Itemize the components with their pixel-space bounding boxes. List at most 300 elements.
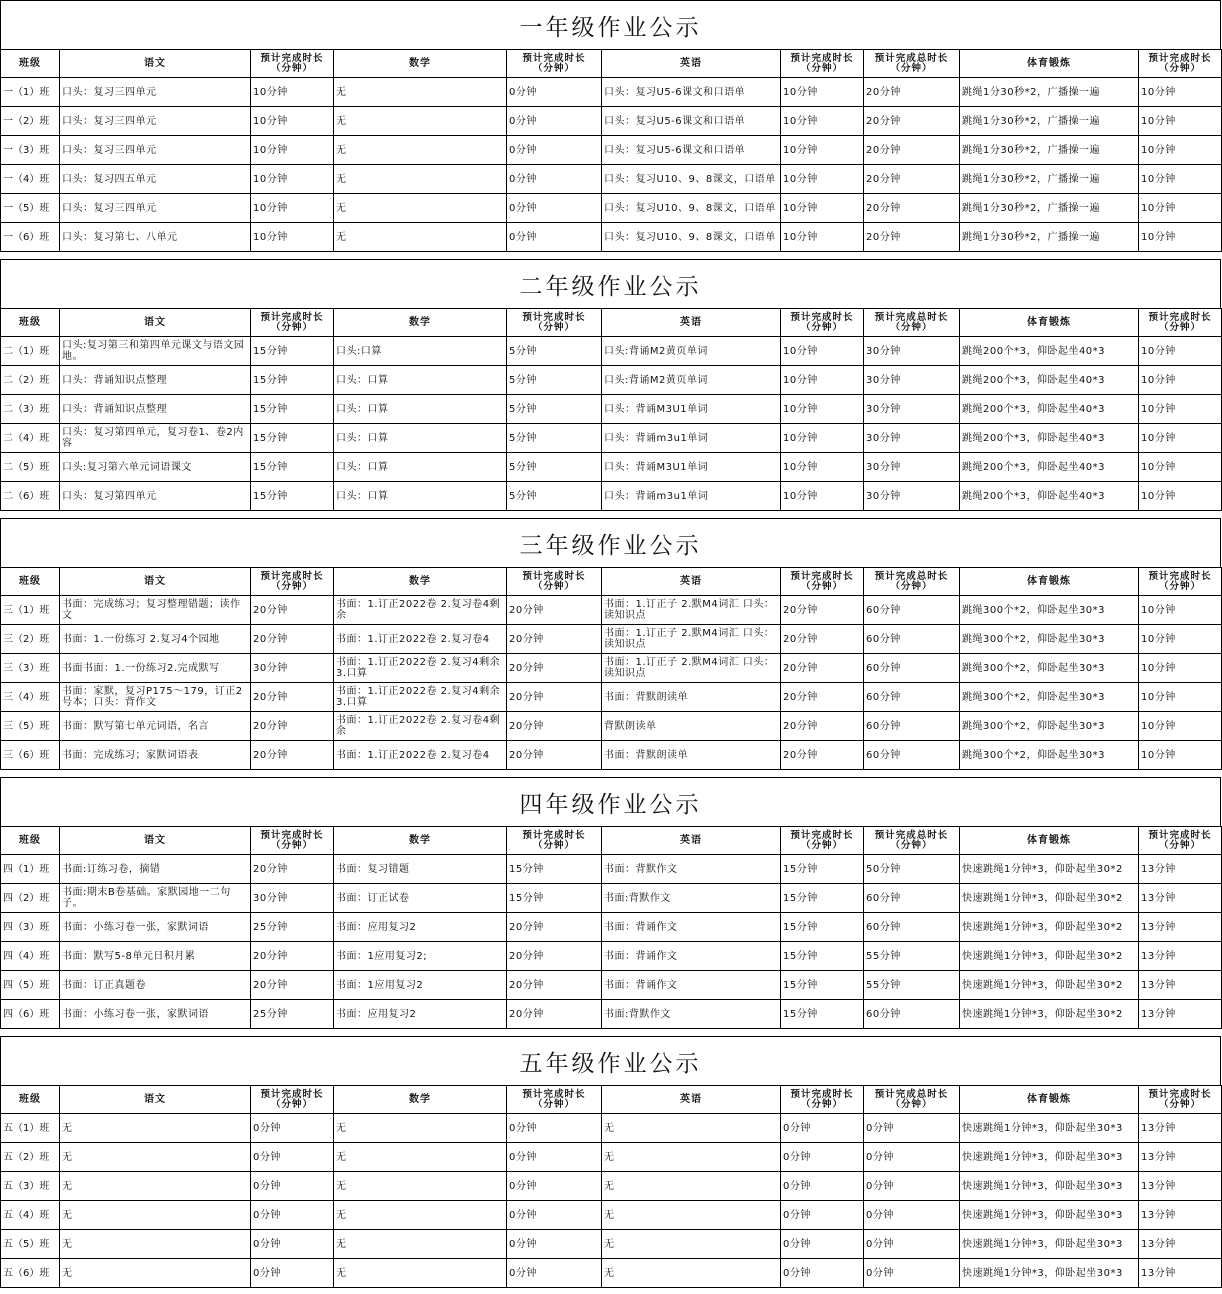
math-cell: 口头：口算 (334, 366, 507, 395)
pe-cell: 跳绳300个*2，仰卧起坐30*3 (960, 654, 1139, 683)
class-cell: 三（4）班 (1, 683, 60, 712)
math-cell: 书面：1.订正2022卷 2.复习卷4剩余 (334, 596, 507, 625)
table-row (1, 1000, 1222, 1029)
pe-time-cell: 13分钟 (1139, 1230, 1222, 1259)
pe-time-cell: 13分钟 (1139, 855, 1222, 884)
header-text: （分钟） (1158, 839, 1201, 851)
table-row (1, 1201, 1222, 1230)
chinese-time-cell: 0分钟 (251, 1143, 334, 1172)
chinese-cell: 无 (60, 1172, 251, 1201)
header-text: 预计完成时长 (260, 52, 324, 64)
class-cell: 三（5）班 (1, 712, 60, 741)
class-cell: 二（2）班 (1, 366, 60, 395)
class-cell: 一（6）班 (1, 223, 60, 252)
english-time-cell: 0分钟 (781, 1114, 864, 1143)
header-text: 英语 (680, 317, 702, 328)
table-row (1, 596, 1222, 625)
homework-table (0, 567, 1222, 770)
header-text: 语文 (144, 58, 166, 69)
table-row (1, 194, 1222, 223)
table-body (1, 78, 1222, 252)
pe-time-cell: 10分钟 (1139, 712, 1222, 741)
header-text: 语文 (144, 1094, 166, 1105)
pe-cell: 跳绳1分30秒*2，广播操一遍 (960, 165, 1139, 194)
chinese-time-cell: 20分钟 (251, 596, 334, 625)
chinese-cell: 口头：复习三四单元 (60, 78, 251, 107)
table-row (1, 165, 1222, 194)
class-cell: 五（5）班 (1, 1230, 60, 1259)
chinese-cell: 口头：复习四五单元 (60, 165, 251, 194)
header-chinese (60, 827, 251, 855)
english-cell: 书面：背诵作文 (602, 942, 781, 971)
table-body (1, 596, 1222, 770)
header-chinese-time (251, 568, 334, 596)
chinese-time-cell: 15分钟 (251, 482, 334, 511)
chinese-cell: 书面:订练习卷，摘错 (60, 855, 251, 884)
english-time-cell: 10分钟 (781, 482, 864, 511)
math-cell: 无 (334, 107, 507, 136)
english-time-cell: 15分钟 (781, 971, 864, 1000)
english-cell: 书面：背默作文 (602, 855, 781, 884)
english-time-cell: 10分钟 (781, 424, 864, 453)
header-pe-time (1139, 1086, 1222, 1114)
total-time-cell: 55分钟 (864, 971, 960, 1000)
english-cell: 背默朗读单 (602, 712, 781, 741)
header-text: 预计完成时长 (1148, 311, 1212, 323)
chinese-cell: 书面：1.一份练习 2.复习4个园地 (60, 625, 251, 654)
math-cell: 口头：口算 (334, 424, 507, 453)
math-time-cell: 0分钟 (507, 165, 602, 194)
chinese-cell: 书面:期末B卷基础。家默园地一二句子。 (60, 884, 251, 913)
table-row (1, 741, 1222, 770)
chinese-time-cell: 15分钟 (251, 366, 334, 395)
header-text: 预计完成时长 (260, 1088, 324, 1100)
homework-table (0, 826, 1222, 1029)
header-text: 预计完成时长 (522, 52, 586, 64)
math-time-cell: 5分钟 (507, 337, 602, 366)
header-total-time (864, 50, 960, 78)
pe-time-cell: 13分钟 (1139, 1201, 1222, 1230)
math-cell: 无 (334, 78, 507, 107)
pe-time-cell: 10分钟 (1139, 625, 1222, 654)
math-cell: 无 (334, 194, 507, 223)
header-text: 预计完成时长 (1148, 829, 1212, 841)
pe-cell: 跳绳200个*3，仰卧起坐40*3 (960, 453, 1139, 482)
math-time-cell: 5分钟 (507, 424, 602, 453)
header-text: 英语 (680, 1094, 702, 1105)
header-chinese (60, 309, 251, 337)
chinese-cell: 书面：订正真题卷 (60, 971, 251, 1000)
math-time-cell: 20分钟 (507, 683, 602, 712)
english-time-cell: 0分钟 (781, 1259, 864, 1288)
table-row (1, 913, 1222, 942)
pe-time-cell: 10分钟 (1139, 366, 1222, 395)
math-time-cell: 20分钟 (507, 625, 602, 654)
pe-time-cell: 13分钟 (1139, 1143, 1222, 1172)
chinese-cell: 书面：家默，复习P175～179，订正2号本；口头：背作文 (60, 683, 251, 712)
header-text: 预计完成总时长 (874, 311, 949, 323)
header-text: 预计完成时长 (790, 829, 854, 841)
header-pe (960, 50, 1139, 78)
header-english (602, 568, 781, 596)
header-text: 体育锻炼 (1027, 1094, 1071, 1105)
chinese-cell: 口头：复习三四单元 (60, 194, 251, 223)
class-cell: 一（2）班 (1, 107, 60, 136)
table-row (1, 136, 1222, 165)
header-english-time (781, 827, 864, 855)
class-cell: 四（4）班 (1, 942, 60, 971)
header-text: 语文 (144, 576, 166, 587)
class-cell: 二（4）班 (1, 424, 60, 453)
table-row (1, 654, 1222, 683)
math-cell: 无 (334, 1172, 507, 1201)
english-cell: 书面：背诵作文 (602, 913, 781, 942)
chinese-time-cell: 20分钟 (251, 971, 334, 1000)
header-english (602, 1086, 781, 1114)
pe-time-cell: 10分钟 (1139, 741, 1222, 770)
math-time-cell: 0分钟 (507, 136, 602, 165)
chinese-cell: 书面书面：1.一份练习2.完成默写 (60, 654, 251, 683)
header-text: 预计完成总时长 (874, 570, 949, 582)
english-time-cell: 10分钟 (781, 136, 864, 165)
total-time-cell: 30分钟 (864, 424, 960, 453)
pe-cell: 跳绳300个*2，仰卧起坐30*3 (960, 741, 1139, 770)
chinese-cell: 口头：复习第七、八单元 (60, 223, 251, 252)
class-cell: 五（4）班 (1, 1201, 60, 1230)
table-row (1, 223, 1222, 252)
english-cell: 口头：复习U5-6课文和口语单 (602, 136, 781, 165)
english-cell: 书面:背默作文 (602, 1000, 781, 1029)
english-time-cell: 15分钟 (781, 1000, 864, 1029)
english-cell: 书面：背诵作文 (602, 971, 781, 1000)
table-body (1, 1114, 1222, 1288)
header-row (1, 50, 1222, 78)
table-body (1, 855, 1222, 1029)
chinese-cell: 口头:复习第三和第四单元课文与语文园地。 (60, 337, 251, 366)
chinese-cell: 口头：复习第四单元 (60, 482, 251, 511)
table-row (1, 482, 1222, 511)
math-cell: 书面：1.订正2022卷 2.复习4剩余 3.口算 (334, 654, 507, 683)
math-cell: 无 (334, 223, 507, 252)
header-text: （分钟） (800, 321, 843, 333)
math-time-cell: 20分钟 (507, 942, 602, 971)
header-math-time (507, 1086, 602, 1114)
english-time-cell: 20分钟 (781, 625, 864, 654)
header-text: 预计完成时长 (522, 570, 586, 582)
header-english (602, 827, 781, 855)
header-text: 预计完成总时长 (874, 829, 949, 841)
header-text: （分钟） (270, 62, 313, 74)
class-cell: 四（1）班 (1, 855, 60, 884)
math-cell: 书面：1.订正2022卷 2.复习卷4剩余 (334, 712, 507, 741)
total-time-cell: 20分钟 (864, 165, 960, 194)
english-time-cell: 15分钟 (781, 942, 864, 971)
pe-cell: 跳绳300个*2，仰卧起坐30*3 (960, 625, 1139, 654)
header-row (1, 568, 1222, 596)
english-cell: 口头:背诵M2黄页单词 (602, 366, 781, 395)
header-pe (960, 309, 1139, 337)
class-cell: 四（3）班 (1, 913, 60, 942)
math-time-cell: 0分钟 (507, 107, 602, 136)
english-cell: 无 (602, 1230, 781, 1259)
chinese-time-cell: 0分钟 (251, 1201, 334, 1230)
english-cell: 无 (602, 1172, 781, 1201)
class-cell: 一（4）班 (1, 165, 60, 194)
header-total-time (864, 568, 960, 596)
header-text: 预计完成时长 (1148, 570, 1212, 582)
class-cell: 一（1）班 (1, 78, 60, 107)
header-text: 预计完成时长 (522, 1088, 586, 1100)
english-time-cell: 0分钟 (781, 1201, 864, 1230)
chinese-cell: 书面：默写5-8单元日积月累 (60, 942, 251, 971)
header-class (1, 50, 60, 78)
header-chinese-time (251, 50, 334, 78)
pe-time-cell: 10分钟 (1139, 683, 1222, 712)
pe-time-cell: 10分钟 (1139, 337, 1222, 366)
total-time-cell: 0分钟 (864, 1143, 960, 1172)
math-cell: 书面：订正试卷 (334, 884, 507, 913)
grade-title: 二年级作业公示 (0, 259, 1221, 308)
header-text: （分钟） (1158, 580, 1201, 592)
class-cell: 四（2）班 (1, 884, 60, 913)
header-text: 预计完成时长 (790, 52, 854, 64)
chinese-time-cell: 30分钟 (251, 654, 334, 683)
total-time-cell: 0分钟 (864, 1114, 960, 1143)
math-cell: 书面：1.订正2022卷 2.复习4剩余 3.口算 (334, 683, 507, 712)
math-time-cell: 0分钟 (507, 194, 602, 223)
pe-time-cell: 13分钟 (1139, 1259, 1222, 1288)
total-time-cell: 20分钟 (864, 194, 960, 223)
pe-time-cell: 10分钟 (1139, 453, 1222, 482)
header-text: （分钟） (800, 1098, 843, 1110)
english-time-cell: 15分钟 (781, 855, 864, 884)
class-cell: 一（5）班 (1, 194, 60, 223)
total-time-cell: 20分钟 (864, 136, 960, 165)
header-text: （分钟） (532, 580, 575, 592)
table-row (1, 1259, 1222, 1288)
pe-time-cell: 10分钟 (1139, 78, 1222, 107)
header-english-time (781, 568, 864, 596)
header-text: 班级 (19, 835, 41, 846)
pe-cell: 快速跳绳1分钟*3，仰卧起坐30*3 (960, 1114, 1139, 1143)
chinese-time-cell: 10分钟 (251, 194, 334, 223)
header-text: （分钟） (532, 62, 575, 74)
english-time-cell: 20分钟 (781, 683, 864, 712)
pe-cell: 快速跳绳1分钟*3，仰卧起坐30*3 (960, 1172, 1139, 1201)
header-text: （分钟） (270, 839, 313, 851)
math-time-cell: 0分钟 (507, 1230, 602, 1259)
table-row (1, 712, 1222, 741)
class-cell: 二（5）班 (1, 453, 60, 482)
math-cell: 口头：口算 (334, 395, 507, 424)
math-cell: 书面：1.订正2022卷 2.复习卷4 (334, 741, 507, 770)
english-cell: 口头：背诵m3u1单词 (602, 482, 781, 511)
header-text: 班级 (19, 1094, 41, 1105)
english-time-cell: 0分钟 (781, 1143, 864, 1172)
pe-cell: 跳绳1分30秒*2，广播操一遍 (960, 107, 1139, 136)
math-cell: 口头：口算 (334, 453, 507, 482)
class-cell: 三（1）班 (1, 596, 60, 625)
header-text: 英语 (680, 576, 702, 587)
header-text: 体育锻炼 (1027, 317, 1071, 328)
math-time-cell: 5分钟 (507, 482, 602, 511)
chinese-cell: 口头：背诵知识点整理 (60, 366, 251, 395)
header-text: 数学 (409, 317, 431, 328)
math-cell: 口头:口算 (334, 337, 507, 366)
total-time-cell: 30分钟 (864, 337, 960, 366)
grade-title: 五年级作业公示 (0, 1036, 1221, 1085)
header-text: 预计完成总时长 (874, 1088, 949, 1100)
header-english-time (781, 50, 864, 78)
table-row (1, 366, 1222, 395)
pe-cell: 跳绳200个*3，仰卧起坐40*3 (960, 482, 1139, 511)
english-cell: 书面：背默朗读单 (602, 683, 781, 712)
chinese-cell: 无 (60, 1201, 251, 1230)
header-text: 预计完成时长 (260, 829, 324, 841)
pe-time-cell: 10分钟 (1139, 136, 1222, 165)
total-time-cell: 30分钟 (864, 395, 960, 424)
pe-cell: 快速跳绳1分钟*3，仰卧起坐30*2 (960, 971, 1139, 1000)
chinese-time-cell: 20分钟 (251, 855, 334, 884)
header-text: （分钟） (890, 62, 933, 74)
math-time-cell: 0分钟 (507, 223, 602, 252)
header-text: 预计完成时长 (790, 1088, 854, 1100)
chinese-time-cell: 20分钟 (251, 712, 334, 741)
header-text: （分钟） (270, 580, 313, 592)
table-row (1, 971, 1222, 1000)
english-time-cell: 20分钟 (781, 654, 864, 683)
header-text: 班级 (19, 58, 41, 69)
math-time-cell: 0分钟 (507, 78, 602, 107)
total-time-cell: 30分钟 (864, 366, 960, 395)
english-cell: 口头:背诵M2黄页单词 (602, 337, 781, 366)
chinese-cell: 书面：小练习卷一张，家默词语 (60, 1000, 251, 1029)
pe-time-cell: 13分钟 (1139, 971, 1222, 1000)
english-time-cell: 10分钟 (781, 194, 864, 223)
table-row (1, 1230, 1222, 1259)
english-cell: 口头：复习U5-6课文和口语单 (602, 107, 781, 136)
pe-time-cell: 10分钟 (1139, 107, 1222, 136)
header-text: （分钟） (532, 1098, 575, 1110)
total-time-cell: 0分钟 (864, 1230, 960, 1259)
english-time-cell: 10分钟 (781, 366, 864, 395)
header-pe (960, 827, 1139, 855)
math-time-cell: 20分钟 (507, 654, 602, 683)
header-total-time (864, 1086, 960, 1114)
table-body (1, 337, 1222, 511)
header-pe-time (1139, 50, 1222, 78)
pe-time-cell: 10分钟 (1139, 395, 1222, 424)
header-math-time (507, 309, 602, 337)
total-time-cell: 60分钟 (864, 625, 960, 654)
chinese-time-cell: 20分钟 (251, 683, 334, 712)
pe-cell: 快速跳绳1分钟*3，仰卧起坐30*3 (960, 1259, 1139, 1288)
total-time-cell: 60分钟 (864, 884, 960, 913)
header-row (1, 309, 1222, 337)
chinese-time-cell: 10分钟 (251, 78, 334, 107)
english-cell: 口头：复习U10、9、8课文，口语单 (602, 223, 781, 252)
chinese-cell: 书面：完成练习；复习整理错题；读作文 (60, 596, 251, 625)
pe-time-cell: 13分钟 (1139, 913, 1222, 942)
pe-time-cell: 10分钟 (1139, 165, 1222, 194)
class-cell: 三（3）班 (1, 654, 60, 683)
header-text: 数学 (409, 835, 431, 846)
chinese-time-cell: 25分钟 (251, 913, 334, 942)
chinese-time-cell: 20分钟 (251, 625, 334, 654)
header-text: 预计完成总时长 (874, 52, 949, 64)
grade-title: 四年级作业公示 (0, 777, 1221, 826)
math-time-cell: 20分钟 (507, 971, 602, 1000)
grade-title: 一年级作业公示 (0, 0, 1221, 49)
chinese-cell: 口头：背诵知识点整理 (60, 395, 251, 424)
header-text: （分钟） (1158, 1098, 1201, 1110)
chinese-time-cell: 10分钟 (251, 107, 334, 136)
header-math-time (507, 568, 602, 596)
chinese-cell: 无 (60, 1114, 251, 1143)
chinese-time-cell: 15分钟 (251, 424, 334, 453)
total-time-cell: 0分钟 (864, 1259, 960, 1288)
header-text: 英语 (680, 58, 702, 69)
header-pe-time (1139, 827, 1222, 855)
header-text: 预计完成时长 (260, 311, 324, 323)
math-cell: 无 (334, 1230, 507, 1259)
pe-cell: 跳绳300个*2，仰卧起坐30*3 (960, 712, 1139, 741)
table-row (1, 1143, 1222, 1172)
chinese-time-cell: 10分钟 (251, 223, 334, 252)
header-math (334, 1086, 507, 1114)
header-english (602, 309, 781, 337)
header-text: 预计完成时长 (1148, 1088, 1212, 1100)
math-cell: 书面：1应用复习2 (334, 971, 507, 1000)
grade-block (0, 777, 1222, 1035)
header-english (602, 50, 781, 78)
chinese-time-cell: 30分钟 (251, 884, 334, 913)
table-row (1, 424, 1222, 453)
table-row (1, 107, 1222, 136)
header-class (1, 827, 60, 855)
math-time-cell: 0分钟 (507, 1201, 602, 1230)
header-text: （分钟） (270, 321, 313, 333)
table-row (1, 453, 1222, 482)
english-time-cell: 10分钟 (781, 165, 864, 194)
chinese-time-cell: 0分钟 (251, 1114, 334, 1143)
english-cell: 口头：复习U5-6课文和口语单 (602, 78, 781, 107)
header-text: 体育锻炼 (1027, 576, 1071, 587)
chinese-cell: 书面：小练习卷一张，家默词语 (60, 913, 251, 942)
pe-time-cell: 13分钟 (1139, 1000, 1222, 1029)
chinese-cell: 书面：默写第七单元词语，名言 (60, 712, 251, 741)
math-cell: 书面：1应用复习2; (334, 942, 507, 971)
math-time-cell: 20分钟 (507, 1000, 602, 1029)
chinese-cell: 口头：复习第四单元，复习卷1、卷2内容 (60, 424, 251, 453)
pe-cell: 快速跳绳1分钟*3，仰卧起坐30*2 (960, 1000, 1139, 1029)
pe-cell: 快速跳绳1分钟*3，仰卧起坐30*3 (960, 1201, 1139, 1230)
pe-cell: 快速跳绳1分钟*3，仰卧起坐30*3 (960, 1143, 1139, 1172)
table-row (1, 1114, 1222, 1143)
header-text: （分钟） (890, 321, 933, 333)
table-row (1, 78, 1222, 107)
chinese-time-cell: 20分钟 (251, 741, 334, 770)
table-row (1, 337, 1222, 366)
chinese-time-cell: 15分钟 (251, 395, 334, 424)
table-row (1, 625, 1222, 654)
math-time-cell: 0分钟 (507, 1172, 602, 1201)
chinese-cell: 书面：完成练习；家默词语表 (60, 741, 251, 770)
english-cell: 口头：背诵M3U1单词 (602, 453, 781, 482)
english-cell: 口头：背诵M3U1单词 (602, 395, 781, 424)
header-text: （分钟） (800, 580, 843, 592)
header-text: 班级 (19, 317, 41, 328)
